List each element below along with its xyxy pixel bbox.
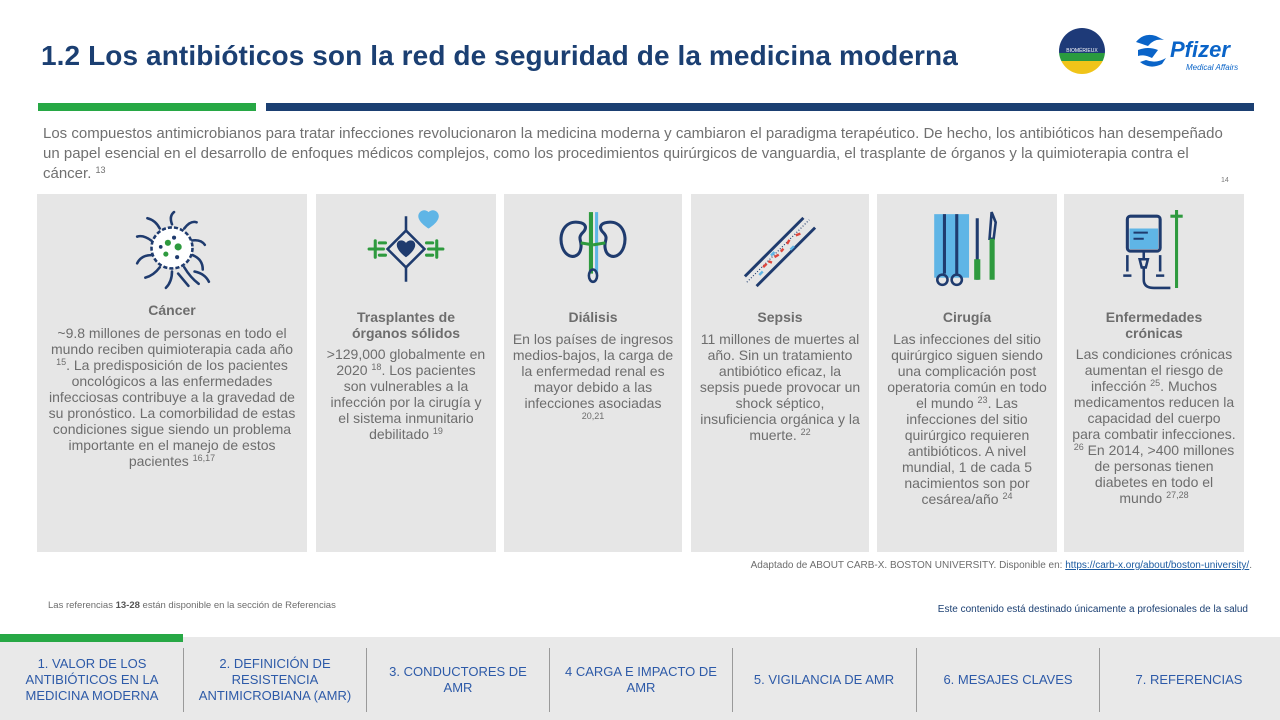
references-note: Las referencias 13-28 están disponible en la sección de Referencias [48,600,336,611]
nav-tab-referencias[interactable]: 7. REFERENCIAS [1135,672,1243,687]
card-title: Sepsis [757,309,803,325]
card-title: Trasplantes de órganos sólidos [351,309,461,341]
nav-divider [916,648,917,712]
nav-tab-conductores-amr[interactable]: 3. CONDUCTORES DE AMR [389,664,527,695]
source-citation: Adaptado de ABOUT CARB-X. BOSTON UNIVERSITY. Disponible en: https://carb-x.org/about/boston-university/. [750,560,1252,571]
organ-transplant-icon [365,208,447,290]
iv-drip-icon [1113,208,1195,290]
nav-tab-carga-impacto-amr[interactable]: 4 CARGA E IMPACTO DE AMR [565,664,717,695]
nav-divider [183,648,184,712]
card-cancer [37,194,307,552]
nav-tab-valor-antibioticos[interactable]: 1. VALOR DE LOS ANTIBIÓTICOS EN LA MEDICINA MODERNA [25,656,159,703]
blood-vessel-icon [739,212,821,290]
card-text: Las infecciones del sitio quirúrgico siguen siendo una complicación post operatoria común en todo el mundo $^{23}$. Las infecciones del sitio quirúrgico requieren antibióticos. A nivel mundial, 1 de cada 5 nacimientos son por cesárea/año $^{24}$ [887,331,1047,507]
nav-tab-definicion-amr[interactable]: 2. DEFINICIÓN DE RESISTENCIA ANTIMICROBIANA (AMR) [198,656,352,703]
nav-divider [549,648,550,712]
biomerieux-logo [1058,27,1106,75]
intro-paragraph: Los compuestos antimicrobianos para tratar infecciones revolucionaron la medicina moderna y cambiaron el paradigma terapéutico. De hecho, los antibióticos han desempeñado un papel esencial en el desarrollo de enfoques médicos complejos, como los procedimientos quirúrgicos de vanguardia, el trasplante de órganos y la quimioterapia contra el cáncer. $^{13}$ [43,125,1223,182]
card-text: ~9.8 millones de personas en todo el mundo reciben quimioterapia cada año $^{15}$. La predisposición de los pacientes oncológicos a las enfermedades infecciosas contribuye a la gravedad de su pronóstico. La comorbilidad de estas condiciones sigue siendo un problema importante en el manejo de estos pacientes $^{16,17}$ [48,325,296,469]
card-title: Enfermedades crónicas [1105,309,1203,341]
source-link[interactable]: https://carb-x.org/about/boston-university/ [1065,560,1250,571]
card-transplants [316,194,496,552]
pfizer-logo [1130,28,1256,76]
card-text: En los países de ingresos medios-bajos, la carga de la enfermedad renal es mayor debido a las infecciones asociadas $^{20,21}$ [512,331,674,421]
svg-text:Medical Affairs: Medical Affairs [1186,63,1239,72]
svg-text:Pfizer: Pfizer [1170,37,1230,62]
card-text: Las condiciones crónicas aumentan el riesgo de infección $^{25}$. Muchos medicamentos reducen la capacidad del cuerpo para combatir infecciones. $^{26}$ En 2014, >400 millones de personas tienen diabetes en todo el mundo $^{27,28}$ [1072,346,1236,506]
surgical-tools-icon [926,208,1008,290]
title-underline-green [38,103,256,111]
nav-divider [366,648,367,712]
card-title: Cirugía [942,309,992,325]
nav-active-indicator [0,634,183,642]
disclaimer: Este contenido está destinado únicamente a profesionales de la salud [937,604,1248,615]
nav-divider [732,648,733,712]
kidney-icon [552,208,634,290]
svg-text:BIOMÉRIEUX: BIOMÉRIEUX [1066,48,1098,54]
card-dialysis [504,194,682,552]
title-underline-blue [266,103,1254,111]
card-chronic-diseases [1064,194,1244,552]
card-title: Diálisis [568,309,618,325]
page-number: 14 [1221,177,1229,184]
card-text: >129,000 globalmente en 2020 $^{18}$. Los pacientes son vulnerables a la infección por la cirugía y el sistema inmunitario debilitado $^{19}$ [326,346,486,442]
bacteria-cell-icon [131,210,213,292]
card-text: 11 millones de muertes al año. Sin un tratamiento antibiótico eficaz, la sepsis puede provocar un shock séptico, insuficiencia orgánica y la muerte. $^{22}$ [699,331,861,443]
card-sepsis [691,194,869,552]
card-surgery [877,194,1057,552]
nav-divider [1099,648,1100,712]
nav-tab-vigilancia-amr[interactable]: 5. VIGILANCIA DE AMR [753,672,895,687]
nav-tab-mensajes-claves[interactable]: 6. MESAJES CLAVES [943,672,1073,687]
card-title: Cáncer [148,302,196,318]
page-title: 1.2 Los antibióticos son la red de seguridad de la medicina moderna [41,40,958,71]
